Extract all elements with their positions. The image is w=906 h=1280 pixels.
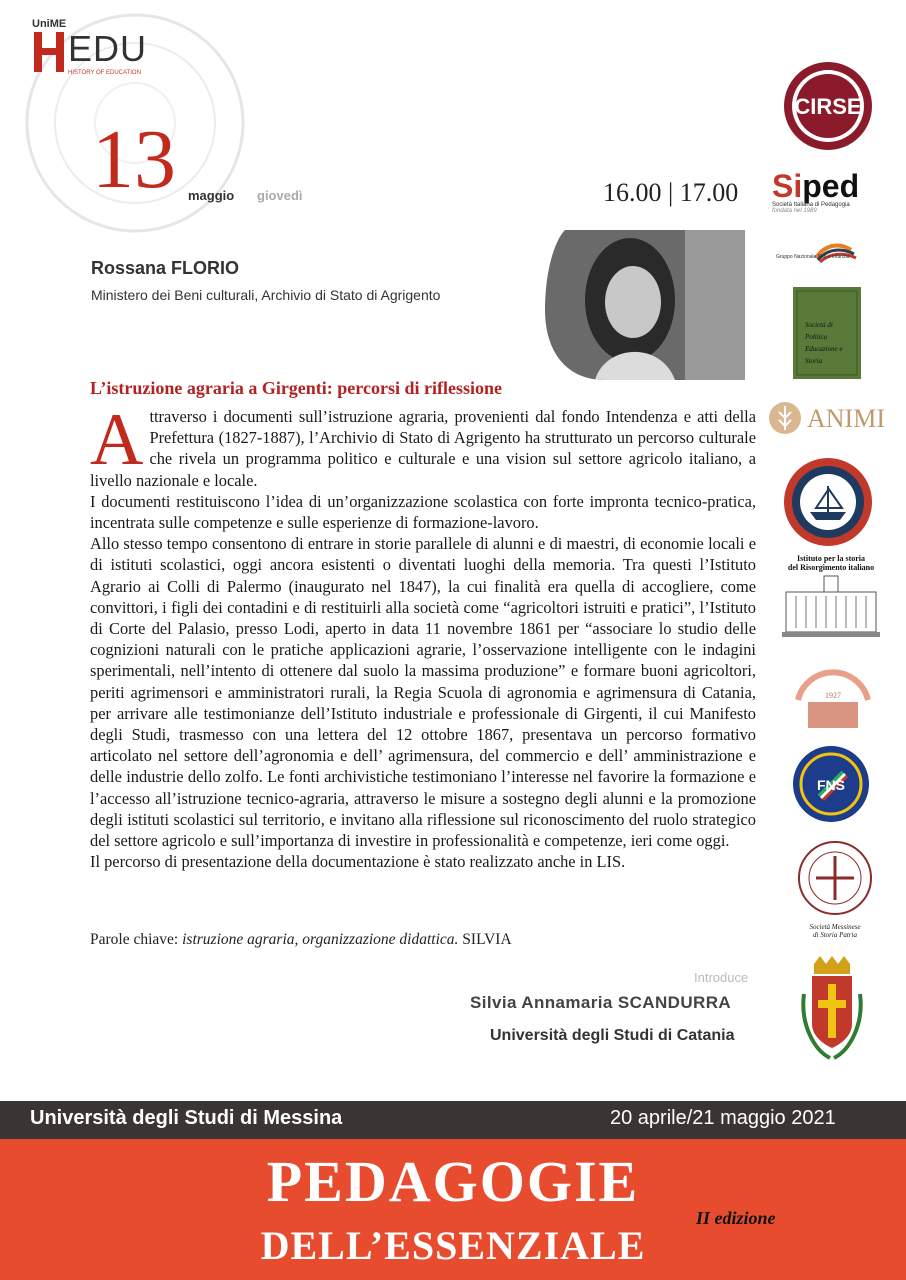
hedu-subtitle: HISTORY OF EDUCATION <box>68 70 141 76</box>
hedu-h-icon <box>32 32 66 72</box>
siped-wordmark-b: ped <box>802 168 860 204</box>
speaker-photo <box>545 230 745 380</box>
risorgimento-line-1: Istituto per la storia <box>796 554 866 563</box>
abstract-paragraph-1: ttraverso i documenti sull’istruzione agraria, provenienti dal fondo Intendenza e atti della Prefettura (1827-1887), l’Archivio di Stato di Agrigento ha strutturato un percorso culturale che rivela un programma politico e culturale e una vision sul settore agricolo italiano, a livello nazionale e locale. <box>90 407 756 490</box>
hedu-logo <box>32 18 162 82</box>
psi-logo <box>793 287 861 379</box>
psi-line-2: Politica <box>805 333 828 341</box>
siped-wordmark <box>772 170 892 202</box>
gruppo-nidi-infanzia-logo <box>776 238 886 266</box>
gruppo-nidi-text: Gruppo Nazionale Nidi e Infanzia <box>776 254 850 260</box>
wheat-icon <box>767 400 897 436</box>
fns-logo <box>791 744 871 824</box>
date-weekday: giovedì <box>257 188 303 203</box>
fns-text: FNS <box>817 777 845 793</box>
event-title-line-2: DELL’ESSENZIALE <box>260 1223 646 1268</box>
opera-pizzigoni-logo <box>790 660 876 732</box>
siped-subtitle: Società Italiana di Pedagogia <box>772 202 850 208</box>
animi-logo <box>767 400 897 436</box>
speaker-name: Rossana FLORIO <box>91 258 240 278</box>
keywords-value: istruzione agraria, organizzazione didattica. <box>182 931 459 948</box>
colorful-swoosh-icon <box>776 238 886 266</box>
societa-messinese-logo <box>794 838 876 938</box>
psi-line-3: Educazione e <box>805 345 843 353</box>
navigation-society-seal <box>782 456 874 548</box>
introducer-label: Introduce <box>694 970 749 985</box>
edition-label: II edizione <box>696 1208 776 1228</box>
risorgimento-institute-logo <box>776 554 886 644</box>
talk-abstract <box>90 399 756 872</box>
introducer-name: Silvia Annamaria SCANDURRA <box>470 993 732 1012</box>
abstract-paragraph-2: I documenti restituiscono l’idea di un’organizzazione scolastica con forte impronta tecnico-pratica, incentrata sulle competenze e sulle esperienze di formazione-lavoro. <box>90 491 756 533</box>
cirse-logo <box>782 60 874 152</box>
date-month: maggio <box>188 188 235 203</box>
psi-book-icon <box>793 287 861 379</box>
risorgimento-line-2: del Risorgimento italiano <box>787 563 875 572</box>
keywords-tail: SILVIA <box>462 931 512 948</box>
introducer-affiliation: Università degli Studi di Catania <box>490 1027 735 1044</box>
event-title-line-1: PEDAGOGIE <box>266 1149 640 1214</box>
smsp-line-1: Società Messinese <box>809 923 861 931</box>
siped-since: fondata nel 1989 <box>772 208 817 214</box>
event-time: 16.00 | 17.00 <box>603 178 739 207</box>
speaker-affiliation: Ministero dei Beni culturali, Archivio di Stato di Agrigento <box>91 287 441 303</box>
unime-label: UniME <box>32 18 67 30</box>
cirse-text: CIRSE <box>794 94 862 119</box>
keywords-line <box>90 931 512 949</box>
footer-date-range: 20 aprile/21 maggio 2021 <box>610 1107 836 1129</box>
messina-coat-of-arms <box>800 954 864 1064</box>
smsp-line-2: di Storia Patria <box>813 931 857 939</box>
footer-university: Università degli Studi di Messina <box>30 1107 343 1129</box>
abstract-paragraph <box>90 399 756 491</box>
date-number: 13 <box>92 113 176 206</box>
hedu-wordmark: EDU <box>68 28 148 69</box>
abstract-paragraph-4: Il percorso di presentazione della documentazione è stato realizzato anche in LIS. <box>90 852 626 872</box>
abstract-paragraph-3: Allo stesso tempo consentono di entrare in storie parallele di alunni e di maestri, di economie locali e di istituti scolastici, oggi ancora esistenti o diventati luoghi della memoria. Tra questi l’Istituto Agrario ai Colli di Palermo (inaugurato nel 1847), la cui finalità era quella di accogliere, come convittori, i figli dei contadini e di restituirli alla società come “agricoltori istruiti e pratici”, l’Istituto di Corte del Palasio, presso Lodi, aperto in data 11 novembre 1861 per “associare lo studio delle cognizioni naturali con le pratiche applicazioni agrarie, l’osservazione intelligente con le indagini sperimentali, nell’intento di ottenere dal suolo la massima produzione” e formare buoni agricoltori, periti agrimensori e amministratori rurali, la Regia Scuola di agronomia e agrimensura di Catania, per arrivare alle testimonianze dell’Istituto industriale e professionale di Girgenti, il cui Manifesto degli Studi, trasmesso con una lettera del 12 ottobre 1867, presentava un percorso formativo articolato nel settore dell’agronomia e dell’ agrimensura, del commercio e dell’ amministrazione e delle industrie dello zolfo. Le fonti archivistiche testimoniano l’interesse nel favorire la formazione e l’accesso all’istruzione tecnico-agraria, attraverso le misure a sostegno degli alunni e la promozione degli istituti scolastici sul territorio, e invitano alla riflessione sul riconoscimento del ruolo strategico del settore agricolo e sull’importanza di investire in professionalità e competenze, ieri come oggi. <box>90 534 756 851</box>
storia-patria-seal-icon <box>794 838 876 918</box>
siped-wordmark-a: Si <box>772 168 803 204</box>
pizzigoni-year: 1927 <box>825 691 841 700</box>
siped-logo <box>772 170 892 220</box>
monument-icon <box>776 572 886 638</box>
psi-line-4: Storia <box>805 357 823 365</box>
animi-text: ANIMI <box>807 404 885 433</box>
keywords-label: Parole chiave: <box>90 931 179 948</box>
psi-line-1: Società di <box>805 321 833 329</box>
talk-title: L’istruzione agraria a Girgenti: percorsi di riflessione <box>90 378 502 398</box>
drop-cap: A <box>90 399 144 481</box>
